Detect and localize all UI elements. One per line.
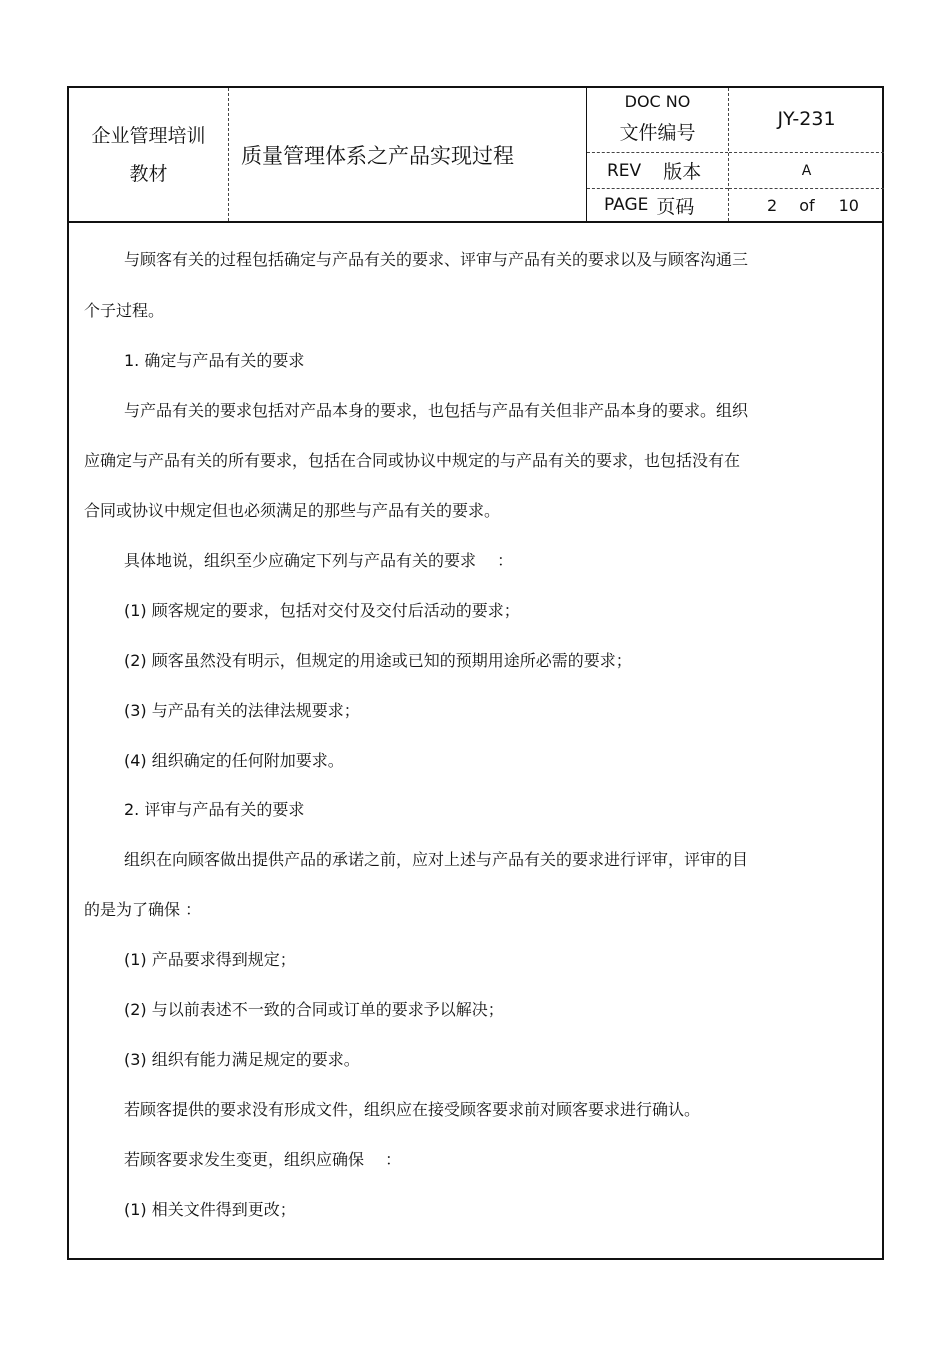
list-item: (2) 与以前表述不一致的合同或订单的要求予以解决；	[124, 1000, 504, 1019]
doc-no-value: JY-231	[777, 108, 836, 130]
list-item: (2) 顾客虽然没有明示，但规定的用途或已知的预期用途所必需的要求；	[124, 651, 632, 670]
page-value-cell	[729, 188, 884, 221]
section-heading: 2. 评审与产品有关的要求	[124, 800, 305, 819]
page-label-en: PAGE	[604, 195, 649, 215]
page-label-cn: 页码	[656, 195, 695, 218]
body-line: 的是为了确保 ：	[84, 900, 202, 919]
rev-value: A	[801, 162, 812, 179]
page-label-cell	[587, 188, 728, 221]
list-item: (4) 组织确定的任何附加要求。	[124, 751, 344, 770]
page-total: 10	[838, 195, 859, 215]
rev-label-cn: 版本	[663, 161, 702, 183]
doc-no-value-cell	[729, 88, 884, 152]
section-heading: 1. 确定与产品有关的要求	[124, 351, 305, 370]
body-line: 与产品有关的要求包括对产品本身的要求，也包括与产品有关但非产品本身的要求。组织	[124, 401, 749, 420]
list-item: (1) 相关文件得到更改；	[124, 1200, 296, 1219]
list-item: (1) 顾客规定的要求，包括对交付及交付后活动的要求；	[124, 601, 520, 620]
body-line: 若顾客要求发生变更，组织应确保 ：	[124, 1150, 402, 1169]
doc-no-label-cn: 文件编号	[619, 122, 696, 144]
list-item: (3) 与产品有关的法律法规要求；	[124, 701, 360, 720]
body-line: 与顾客有关的过程包括确定与产品有关的要求、评审与产品有关的要求以及与顾客沟通三	[124, 250, 749, 269]
rev-value-cell	[729, 152, 884, 188]
rev-label-en: REV	[607, 160, 642, 181]
document-frame	[67, 86, 884, 1260]
page-of: of	[799, 195, 815, 215]
category-line-1: 企业管理培训	[91, 124, 206, 147]
body-line: 应确定与产品有关的所有要求，包括在合同或协议中规定的与产品有关的要求，也包括没有在	[84, 451, 741, 470]
body-line: 个子过程。	[84, 301, 165, 320]
title-cell	[229, 88, 587, 221]
category-line-2: 教材	[129, 162, 168, 185]
document-header	[69, 88, 882, 223]
doc-no-label-en: DOC NO	[624, 92, 691, 111]
body-line: 合同或协议中规定但也必须满足的那些与产品有关的要求。	[84, 501, 501, 520]
body-line: 若顾客提供的要求没有形成文件，组织应在接受顾客要求前对顾客要求进行确认。	[124, 1100, 701, 1119]
list-item: (1) 产品要求得到规定；	[124, 950, 296, 969]
page-current: 2	[767, 195, 778, 215]
document-title: 质量管理体系之产品实现过程	[241, 143, 514, 168]
list-item: (3) 组织有能力满足规定的要求。	[124, 1050, 360, 1069]
label-column	[587, 88, 729, 221]
category-cell	[69, 88, 229, 221]
body-line: 组织在向顾客做出提供产品的承诺之前，应对上述与产品有关的要求进行评审，评审的目	[124, 850, 749, 869]
doc-no-label-cell	[587, 88, 728, 152]
value-column	[729, 88, 884, 221]
rev-label-cell	[587, 152, 728, 188]
body-line: 具体地说，组织至少应确定下列与产品有关的要求 ：	[124, 551, 514, 570]
